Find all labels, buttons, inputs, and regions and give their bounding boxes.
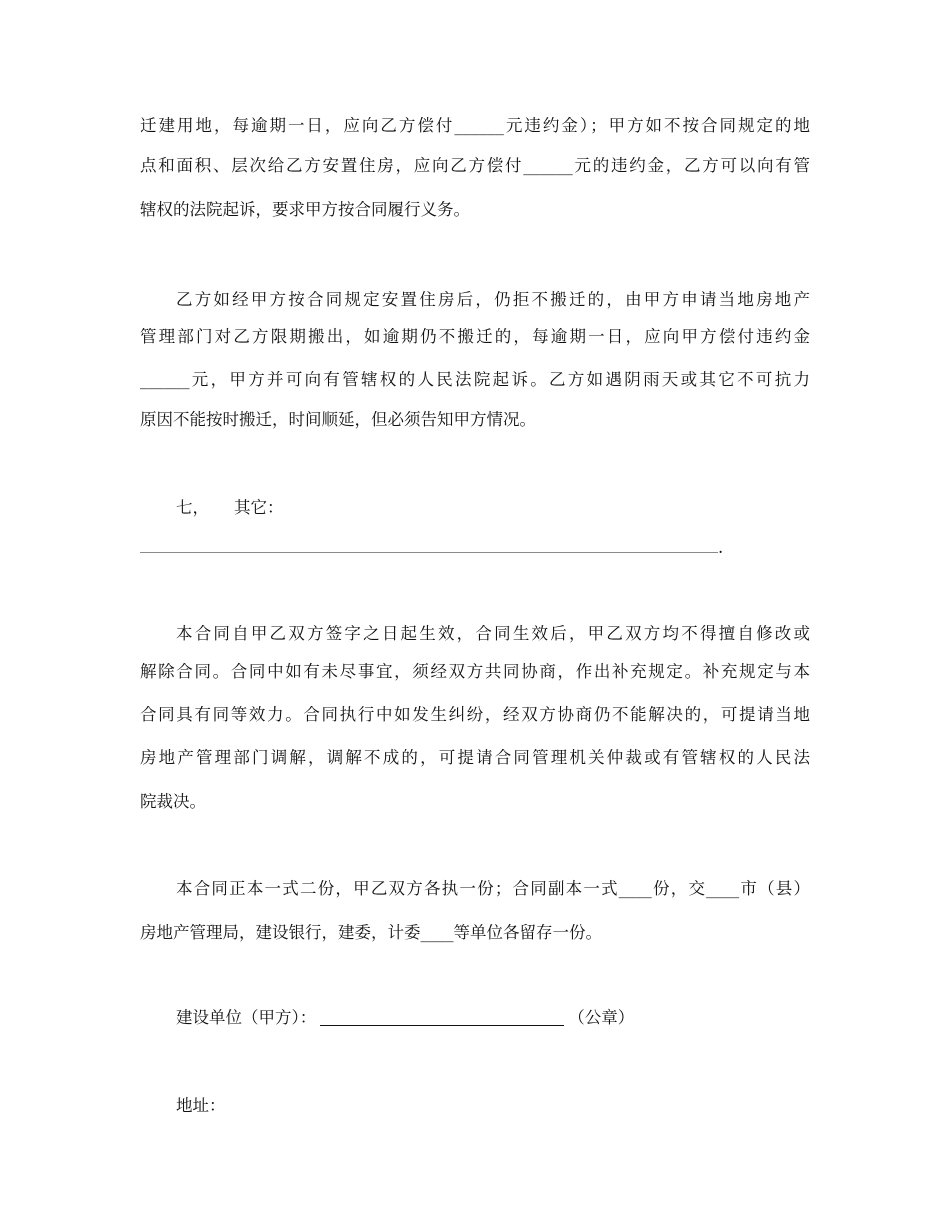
paragraph-1-line-2: 点和面积、层次给乙方安置住房，应向乙方偿付______元的违约金，乙方可以向有管 bbox=[140, 156, 810, 175]
paragraph-3-line-5: 院裁决。 bbox=[140, 792, 206, 811]
paragraph-4-line-2: 房地产管理局，建设银行，建委，计委____等单位各留存一份。 bbox=[140, 923, 602, 942]
paragraph-2-line-3: ______元，甲方并可向有管辖权的人民法院起诉。乙方如遇阴雨天或其它不可抗力 bbox=[140, 370, 810, 389]
paragraph-2-line-1: 乙方如经甲方按合同规定安置住房后，仍拒不搬迁的，由甲方申请当地房地产 bbox=[176, 290, 810, 309]
paragraph-1-line-3: 辖权的法院起诉，要求甲方按合同履行义务。 bbox=[140, 200, 470, 219]
paragraph-2-line-4: 原因不能按时搬迁，时间顺延，但必须告知甲方情况。 bbox=[140, 410, 536, 429]
paragraph-3-line-4: 房地产管理部门调解，调解不成的，可提请合同管理机关仲裁或有管辖权的人民法 bbox=[140, 748, 810, 767]
paragraph-3-line-1: 本合同自甲乙双方签字之日起生效，合同生效后，甲乙双方均不得擅自修改或 bbox=[176, 624, 810, 643]
paragraph-3-line-3: 合同具有同等效力。合同执行中如发生纠纷，经双方协商仍不能解决的，可提请当地 bbox=[140, 705, 810, 724]
paragraph-4-line-1: 本合同正本一式二份，甲乙双方各执一份；合同副本一式____份，交____市（县） bbox=[176, 879, 810, 898]
address-label: 地址： bbox=[176, 1096, 226, 1115]
section-7-blank-line bbox=[140, 552, 718, 553]
party-a-label: 建设单位（甲方）： bbox=[176, 1008, 317, 1027]
section-7-number: 七， bbox=[176, 498, 209, 517]
party-a-signature-blank bbox=[320, 1006, 564, 1026]
signature-row bbox=[176, 1006, 634, 1030]
paragraph-3-line-2: 解除合同。合同中如有未尽事宜，须经双方共同协商，作出补充规定。补充规定与本 bbox=[140, 662, 810, 681]
section-7-end-mark: . bbox=[718, 538, 724, 557]
paragraph-1-line-1: 迁建用地，每逾期一日，应向乙方偿付______元违约金）；甲方如不按合同规定的地 bbox=[140, 116, 810, 135]
paragraph-2-line-2: 管理部门对乙方限期搬出，如逾期仍不搬迁的，每逾期一日，应向甲方偿付违约金 bbox=[140, 327, 810, 346]
section-7-title: 其它： bbox=[234, 498, 284, 517]
seal-label: （公章） bbox=[568, 1008, 635, 1027]
